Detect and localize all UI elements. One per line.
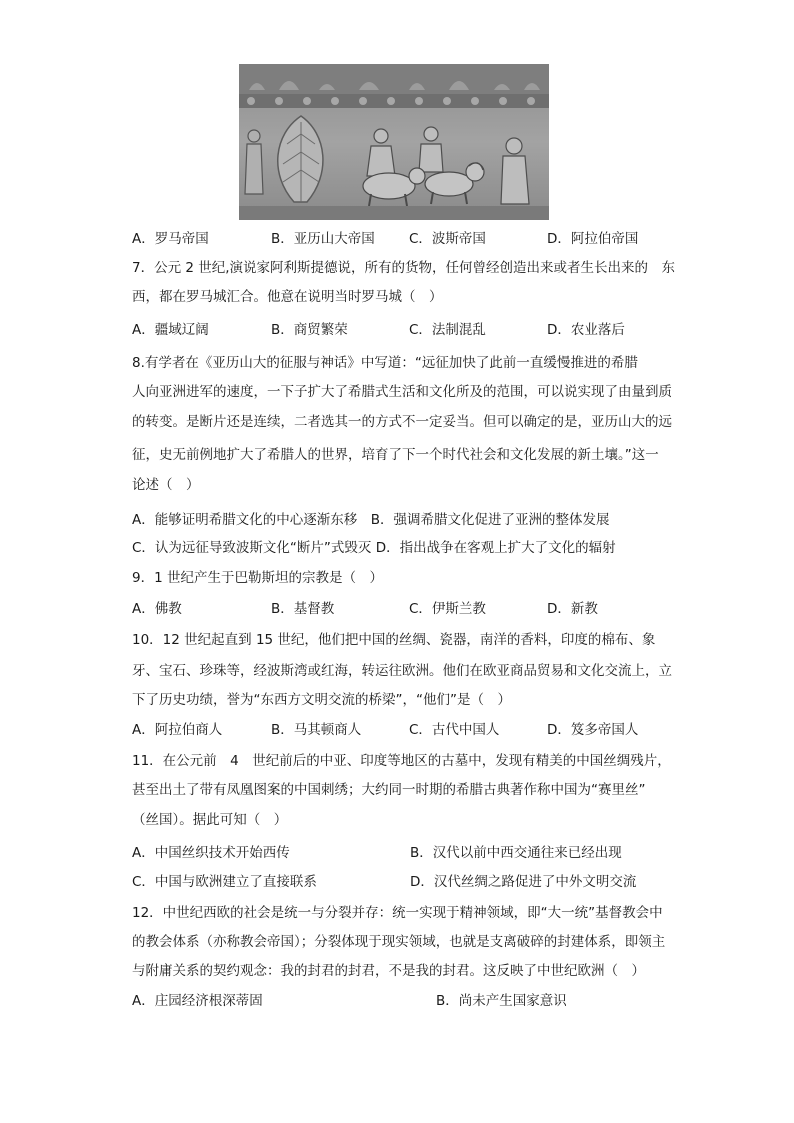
q11-option-d: D．汉代丝绸之路促进了中外文明交流 [410, 874, 637, 890]
q9-option-c: C．伊斯兰教 [409, 601, 486, 617]
q7-option-a: A．疆域辽阔 [132, 322, 209, 338]
q11-stem-line-2: 甚至出土了带有凤凰图案的中国刺绣；大约同一时期的希腊古典著作称中国为“赛里丝” [132, 782, 646, 798]
q7-stem-line-1: 7．公元 2 世纪,演说家阿利斯提德说，所有的货物，任何曾经创造出来或者生长出来的 东 [132, 260, 676, 276]
q10-stem-line-2: 牙、宝石、珍珠等，经波斯湾或红海，转运往欧洲。他们在欧亚商品贸易和文化交流上，立 [132, 663, 672, 679]
q8-stem-line-3: 的转变。是断片还是连续，二者选其一的方式不一定妥当。但可以确定的是，亚历山大的远 [132, 414, 672, 430]
q8-stem-line-2: 人向亚洲进军的速度，一下子扩大了希腊式生活和文化所及的范围，可以说实现了由量到质 [132, 384, 672, 400]
q7-option-b: B．商贸繁荣 [271, 322, 348, 338]
q7-option-c: C．法制混乱 [409, 322, 486, 338]
q9-stem-line-1: 9．1 世纪产生于巴勒斯坦的宗教是（ ） [132, 570, 383, 586]
q9-option-b: B．基督教 [271, 601, 335, 617]
q11-stem-line-3: （丝国）。据此可知（ ） [132, 812, 288, 828]
q7-option-d: D．农业落后 [547, 322, 625, 338]
q10-stem-line-1: 10．12 世纪起直到 15 世纪，他们把中国的丝绸、瓷器，南洋的香料，印度的棉布、象 [132, 632, 656, 648]
q12-stem-line-3: 与附庸关系的契约观念：我的封君的封君，不是我的封君。这反映了中世纪欧洲（ ） [132, 963, 645, 979]
q11-option-a: A．中国丝织技术开始西传 [132, 845, 290, 861]
q11-option-b: B．汉代以前中西交通往来已经出现 [410, 845, 622, 861]
q8-options-line-1: A．能够证明希腊文化的中心逐渐东移 B．强调希腊文化促进了亚洲的整体发展 [132, 512, 610, 528]
q10-option-a: A．阿拉伯商人 [132, 722, 223, 738]
q6-option-c: C．波斯帝国 [409, 231, 486, 247]
q8-stem-line-4: 征，史无前例地扩大了希腊人的世界，培育了下一个时代社会和文化发展的新土壤。”这一 [132, 447, 659, 463]
q12-stem-line-1: 12．中世纪西欧的社会是统一与分裂并存：统一实现于精神领域，即“大一统”基督教会中 [132, 905, 663, 921]
q10-stem-line-3: 下了历史功绩，誉为“东西方文明交流的桥梁”，“他们”是（ ） [132, 692, 511, 708]
relief-image [239, 64, 549, 220]
q7-stem-line-2: 西，都在罗马城汇合。他意在说明当时罗马城（ ） [132, 289, 443, 305]
q6-option-d: D．阿拉伯帝国 [547, 231, 639, 247]
q8-stem-line-5: 论述（ ） [132, 477, 200, 493]
q12-option-a: A．庄园经济根深蒂固 [132, 993, 263, 1009]
relief-illustration [239, 64, 549, 220]
q9-option-a: A．佛教 [132, 601, 182, 617]
q6-option-b: B．亚历山大帝国 [271, 231, 375, 247]
q8-stem-line-1: 8.有学者在《亚历山大的征服与神话》中写道：“远征加快了此前一直缓慢推进的希腊 [132, 355, 638, 371]
q11-option-c: C．中国与欧洲建立了直接联系 [132, 874, 317, 890]
q6-option-a: A．罗马帝国 [132, 231, 209, 247]
q12-stem-line-2: 的教会体系（亦称教会帝国）；分裂体现于现实领域，也就是支离破碎的封建体系，即领主 [132, 934, 666, 950]
q8-options-line-2: C．认为远征导致波斯文化“断片”式毁灭 D．指出战争在客观上扩大了文化的辐射 [132, 540, 616, 556]
q11-stem-line-1: 11．在公元前 4 世纪前后的中亚、印度等地区的古墓中，发现有精美的中国丝绸残片， [132, 753, 671, 769]
q10-option-d: D．笈多帝国人 [547, 722, 639, 738]
q10-option-c: C．古代中国人 [409, 722, 500, 738]
q10-option-b: B．马其顿商人 [271, 722, 362, 738]
q12-option-b: B．尚未产生国家意识 [436, 993, 567, 1009]
q9-option-d: D．新教 [547, 601, 598, 617]
